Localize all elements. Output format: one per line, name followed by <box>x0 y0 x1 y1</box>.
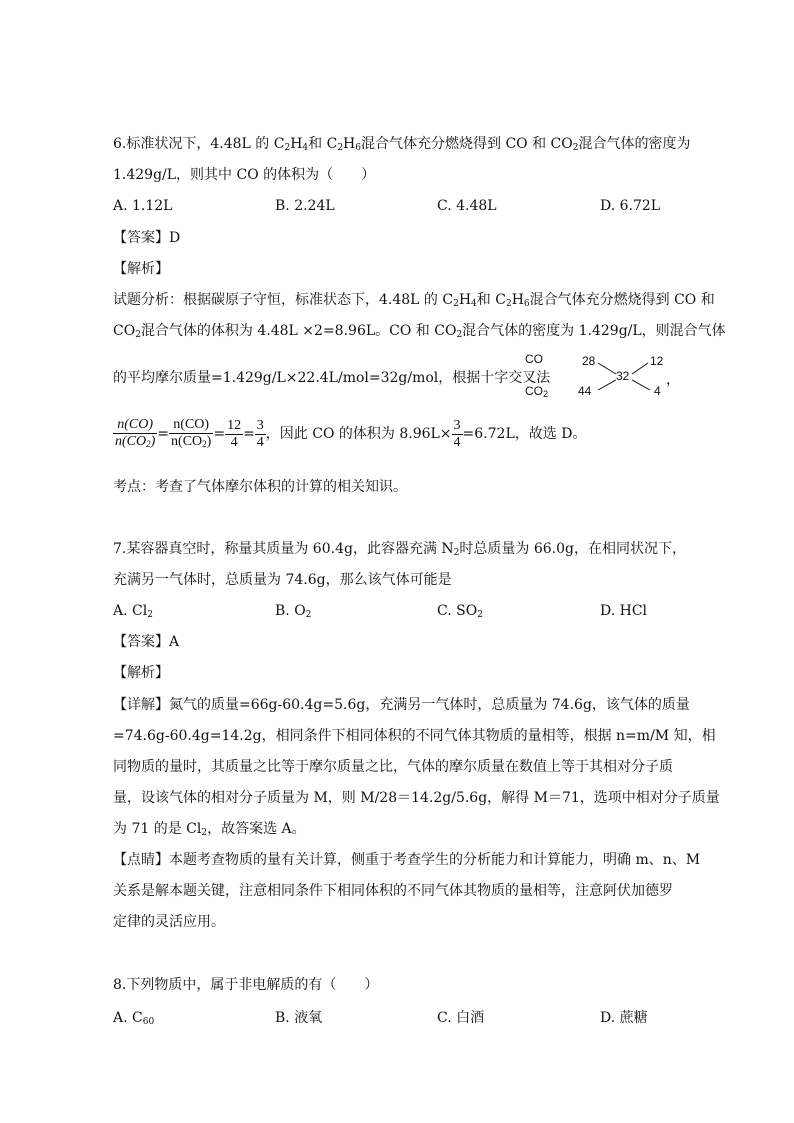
cross-method-diagram <box>520 350 680 400</box>
cross-value-32: 32 <box>616 369 630 383</box>
q7-analysis-heading: 【解析】 <box>113 665 169 681</box>
fraction-4: $\frac{3}{4}$ <box>256 417 264 450</box>
cross-co-label: CO <box>525 352 543 366</box>
fraction-5: $\frac{3}{4}$ <box>453 417 461 450</box>
q7-option-c: C. $SO_2$ <box>437 603 483 620</box>
q6-answer: 【答案】D <box>113 230 181 246</box>
q6-option-c: C. 4.48L <box>437 198 497 214</box>
q6-knowledge-point: 考点：考查了气体摩尔体积的计算的相关知识。 <box>113 479 407 495</box>
q6-option-a: A. 1.12L <box>113 198 173 214</box>
q6-analysis-line3: 的平均摩尔质量=1.429g/L×22.4L/mol=32g/mol，根据十字交叉法 <box>113 370 551 386</box>
q7-tip-line2: 关系是解本题关键，注意相同条件下相同体积的不同气体其物质的量相等，注意阿伏加德罗 <box>113 883 673 899</box>
cross-co2-label: $CO_2$ <box>525 384 549 399</box>
q6-option-d: D. 6.72L <box>600 198 661 214</box>
q7-stem-line2: 充满另一气体时，总质量为 74.6g，那么该气体可能是 <box>113 572 452 588</box>
q7-detail-line5: 为 71 的是 $Cl_2$，故答案选 A。 <box>113 821 306 838</box>
q7-option-b: B. $O_2$ <box>275 603 312 620</box>
fraction-3: $\frac{12}{4}$ <box>227 417 242 450</box>
q6-stem-line1: 6.标准状况下，4.48L 的 $C_2H_4$和 $C_2H_6$混合气体充分燃烧得到 CO 和 $CO_2$混合气体的密度为 <box>113 136 691 153</box>
q8-stem: 8.下列物质中，属于非电解质的有（ ） <box>113 977 379 993</box>
q7-detail-line3: 同物质的量时，其质量之比等于摩尔质量之比，气体的摩尔质量在数值上等于其相对分子质 <box>113 759 673 775</box>
q8-option-a: A. $C_{60}$ <box>113 1010 155 1027</box>
q6-fraction-line: $\frac{n(CO)}{n(CO_2)}$ = $\frac{n(CO)}{n(CO_2)}$ = $\frac{12}{4}$ = $\frac{3}{4}$ ，因此 CO 的体积为 8.96L× $\frac{3}{4}$ =6.72L，故选 D。 <box>115 416 587 450</box>
q7-option-a: A. $Cl_2$ <box>113 603 153 620</box>
q7-tip-line3: 定律的灵活应用。 <box>113 914 225 930</box>
q6-line3-comma: ， <box>666 372 680 388</box>
cross-value-4: 4 <box>654 384 661 398</box>
fraction-1: $\frac{n(CO)}{n(CO_2)}$ <box>115 416 156 449</box>
q7-detail-line1: 【详解】氮气的质量=66g-60.4g=5.6g，充满另一气体时，总质量为 74.6g，该气体的质量 <box>113 697 690 713</box>
q6-analysis-heading: 【解析】 <box>113 261 169 277</box>
q6-option-b: B. 2.24L <box>275 198 335 214</box>
q7-tip-line1: 【点睛】本题考查物质的量有关计算，侧重于考查学生的分析能力和计算能力，明确 m、n、M <box>113 852 701 868</box>
cross-lines <box>520 350 680 400</box>
fraction-2: $\frac{n(CO)}{n(CO_2)}$ <box>171 416 212 449</box>
q6-stem-line2: 1.429g/L，则其中 CO 的体积为（ ） <box>113 167 376 183</box>
q6-analysis-line1: 试题分析：根据碳原子守恒，标准状态下，4.48L 的 $C_2H_4$和 $C_2H_6$混合气体充分燃烧得到 CO 和 <box>113 292 715 309</box>
cross-value-28: 28 <box>582 354 596 368</box>
cross-value-44: 44 <box>578 384 592 398</box>
cross-value-12: 12 <box>650 354 664 368</box>
q8-option-d: D. 蔗糖 <box>600 1010 648 1026</box>
q7-option-d: D. HCl <box>600 603 648 619</box>
q7-detail-line2: =74.6g-60.4g=14.2g，相同条件下相同体积的不同气体其物质的量相等，根据 n=m/M 知，相 <box>113 728 716 744</box>
q7-detail-line4: 量，设该气体的相对分子质量为 M，则 M/28＝14.2g/5.6g，解得 M＝71，选项中相对分子质量 <box>113 790 720 806</box>
q8-option-b: B. 液氧 <box>275 1010 323 1026</box>
q7-stem-line1: 7.某容器真空时，称量其质量为 60.4g，此容器充满 $N_2$时总质量为 66.0g，在相同状况下， <box>113 541 686 558</box>
q6-analysis-line2: $CO_2$混合气体的体积为 4.48L ×2=8.96L。CO 和 $CO_2$混合气体的密度为 1.429g/L，则混合气体 <box>113 323 726 340</box>
q8-option-c: C. 白酒 <box>437 1010 485 1026</box>
q7-answer: 【答案】A <box>113 634 180 650</box>
